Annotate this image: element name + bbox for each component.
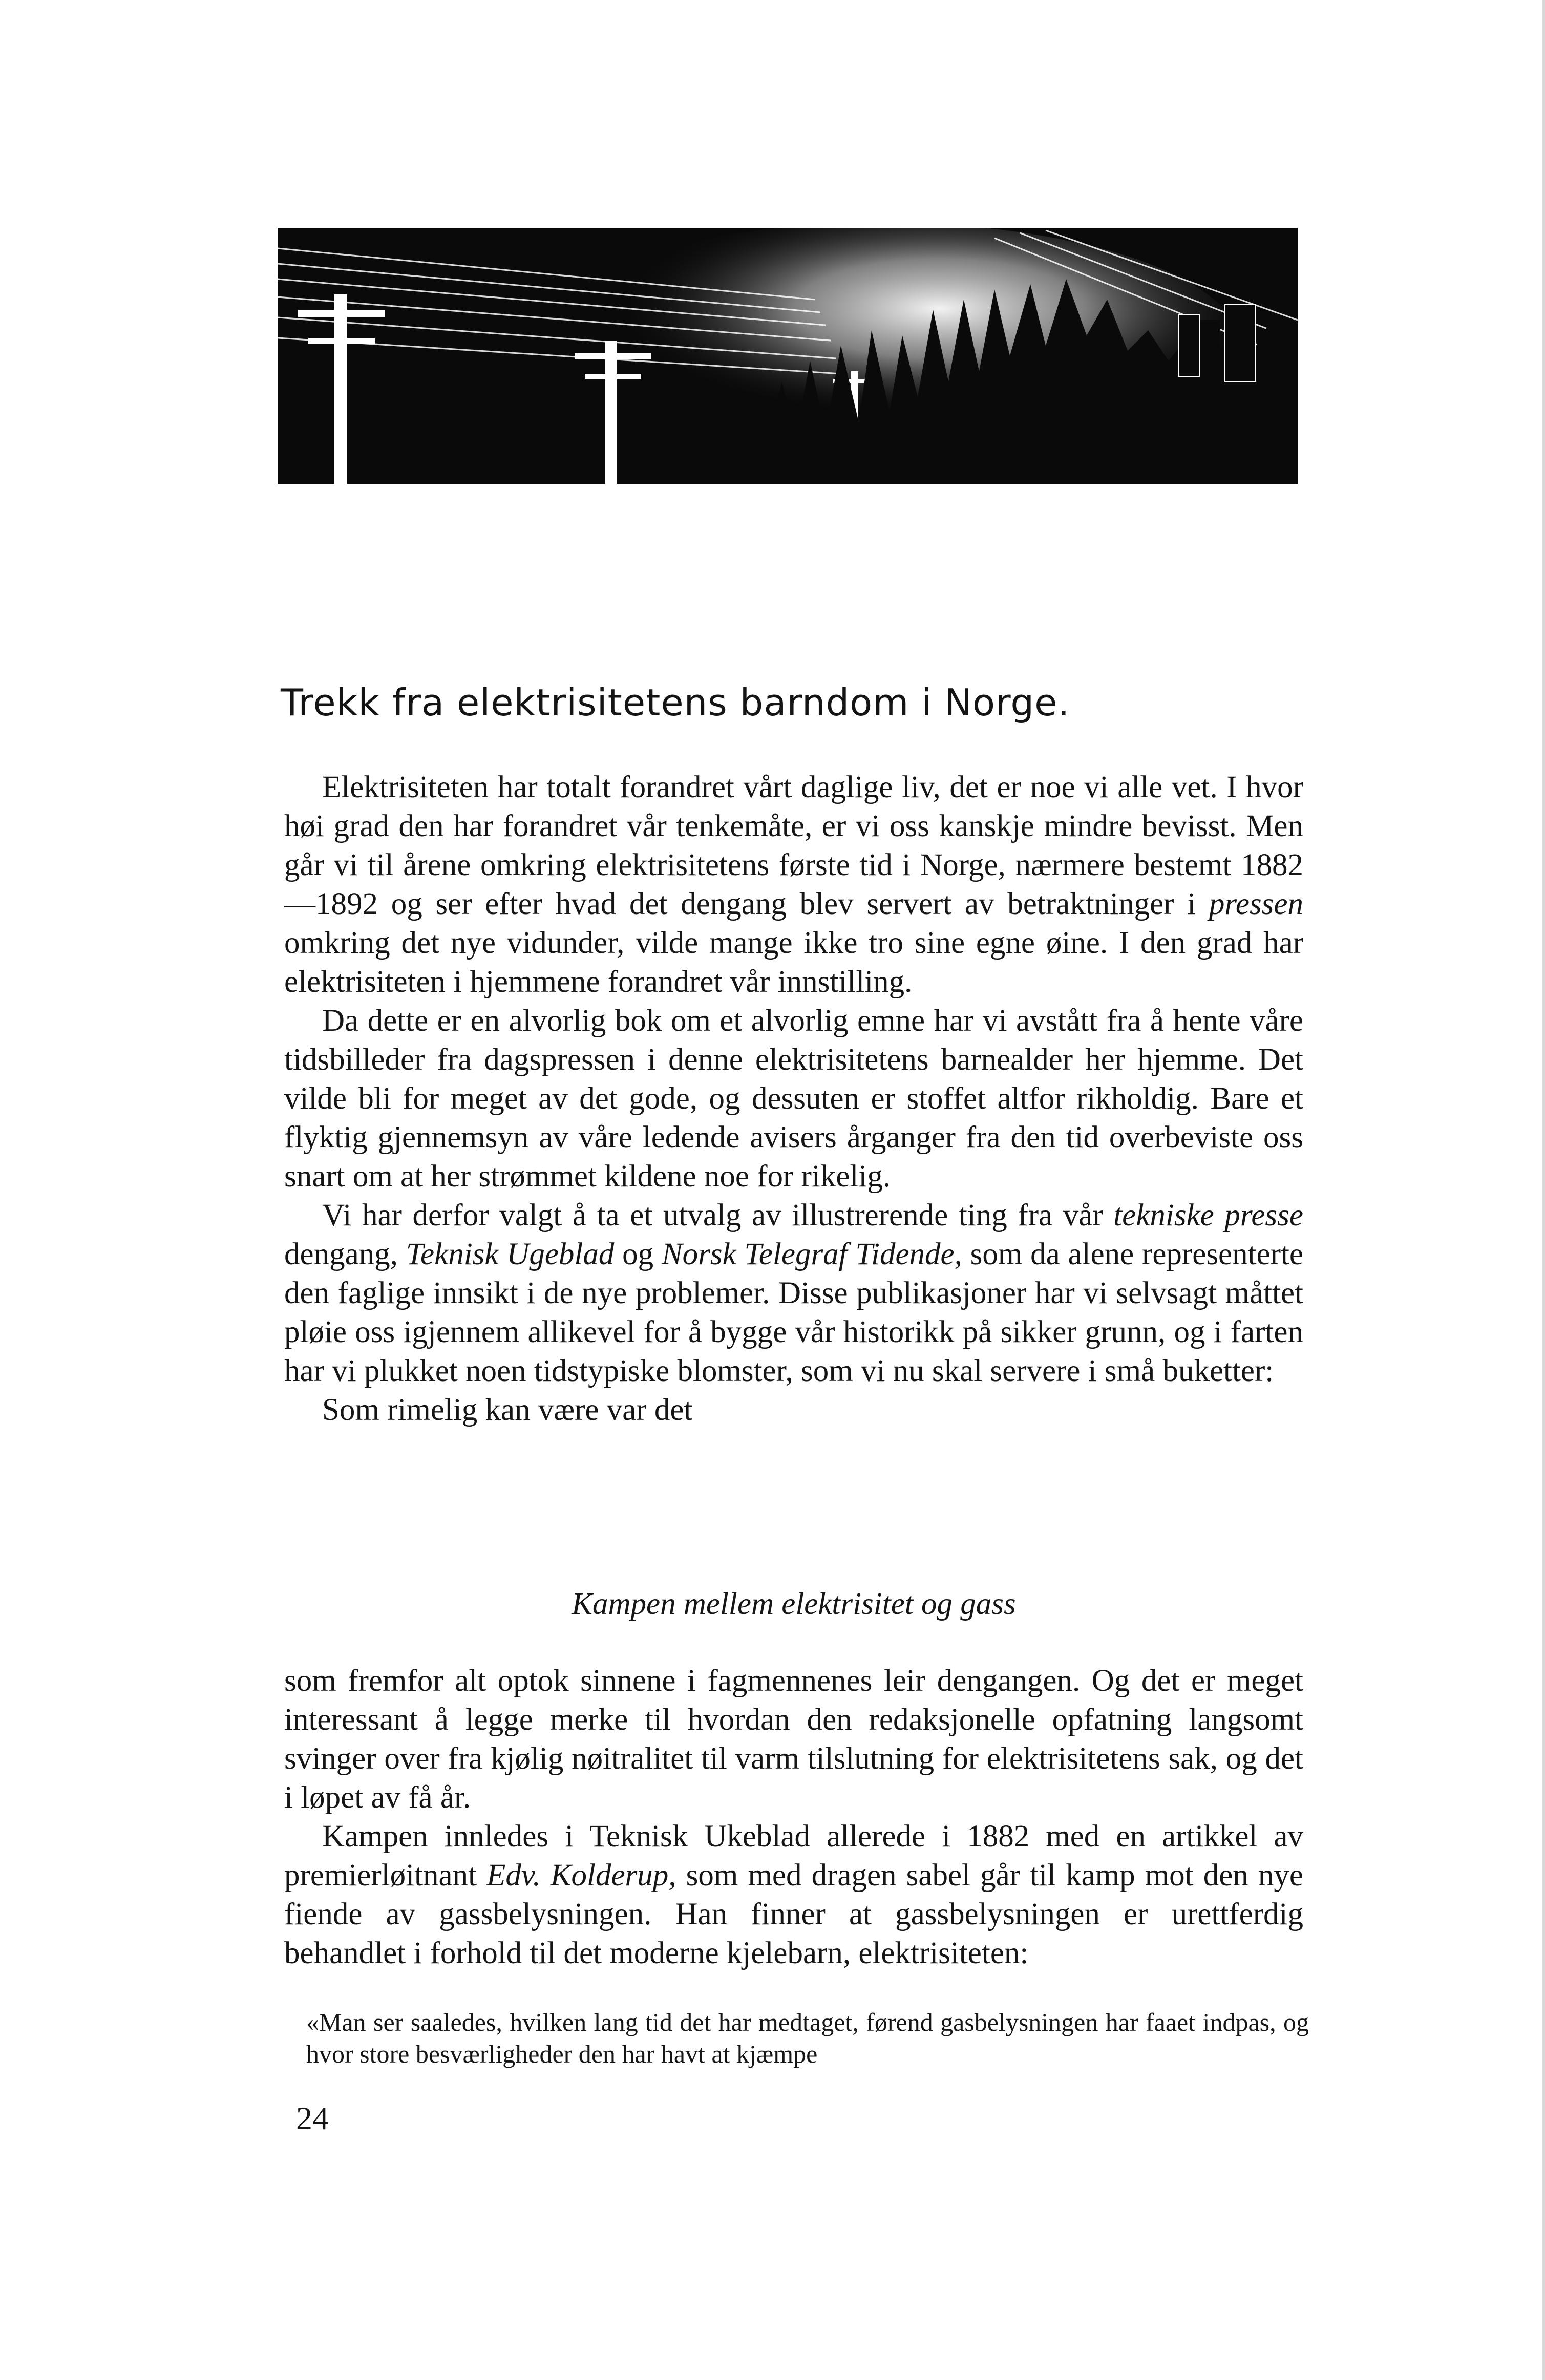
paragraph: som fremfor alt optok sinnene i fagmennenes leir dengangen. Og det er meget interessant å legge merke til hvordan den redaksjonelle opfatning langsomt svinger over fra kjølig nøitralitet til varm tilslutning for elektrisitetens sak, og det i løpet av få år.: [284, 1664, 1303, 1815]
paragraph: Som rimelig kan være var det: [322, 1393, 693, 1427]
body-text-part-1: [284, 768, 1303, 1430]
chapter-title: Trekk fra elektrisitetens barndom i Norge.: [281, 681, 1070, 724]
italic-text: tekniske presse: [1113, 1198, 1303, 1232]
block-quote: «Man ser saaledes, hvilken lang tid det har medtaget, førend gasbelysningen har faaet indpas, og hvor store besværligheder den har havt at kjæmpe: [306, 2008, 1309, 2068]
italic-text: Norsk Telegraf Tidende,: [661, 1237, 962, 1271]
section-subheading: Kampen mellem elektrisitet og gass: [572, 1587, 1016, 1621]
body-text-part-2: [284, 1662, 1303, 1973]
italic-text: Teknisk Ugeblad: [406, 1237, 615, 1271]
paragraph: Elektrisiteten har totalt forandret vårt daglige liv, det er noe vi alle vet. I hvor høi grad den har forandret vår tenkemåte, er vi oss kanskje mindre bevisst. Men går vi til årene omkring elektrisitetens første tid i Norge, nærmere bestemt 1882—1892 og ser efter hvad det dengang blev servert av betraktninger i pressen omkring det nye vidunder, vilde mange ikke tro sine egne øine. I den grad har elektrisiteten i hjemmene forandret vår innstilling.: [284, 770, 1303, 999]
italic-text: Edv. Kolderup,: [486, 1858, 676, 1893]
header-illustration: [278, 228, 1298, 484]
paragraph: Vi har derfor valgt å ta et utvalg av illustrerende ting fra vår tekniske presse dengang, Teknisk Ugeblad og Norsk Telegraf Tidende, som da alene representerte den faglige innsikt i de nye problemer. Disse publikasjoner har vi selvsagt måttet pløie oss igjennem allikevel for å bygge vår historikk på sikker grunn, og i farten har vi plukket noen tidstypiske blomster, som vi nu skal servere i små buketter:: [284, 1198, 1303, 1388]
paragraph: Kampen innledes i Teknisk Ukeblad allerede i 1882 med en artikkel av premierløitnant Edv. Kolderup, som med dragen sabel går til kamp mot den nye fiende av gassbelysningen. Han finner at gassbelysningen er urettferdig behandlet i forhold til det moderne kjelebarn, elektrisiteten:: [284, 1819, 1303, 1970]
power-lines-landscape-image: [278, 228, 1298, 484]
italic-text: pressen: [1209, 887, 1303, 921]
page-number: 24: [296, 2100, 329, 2136]
paragraph: Da dette er en alvorlig bok om et alvorlig emne har vi avstått fra å hente våre tidsbilleder fra dagspressen i denne elektrisitetens barnealder her hjemme. Det vilde bli for meget av det gode, og dessuten er stoffet altfor rikholdig. Bare et flyktig gjennemsyn av våre ledende avisers årganger fra den tid overbeviste oss snart om at her strømmet kildene noe for rikelig.: [284, 1004, 1303, 1194]
